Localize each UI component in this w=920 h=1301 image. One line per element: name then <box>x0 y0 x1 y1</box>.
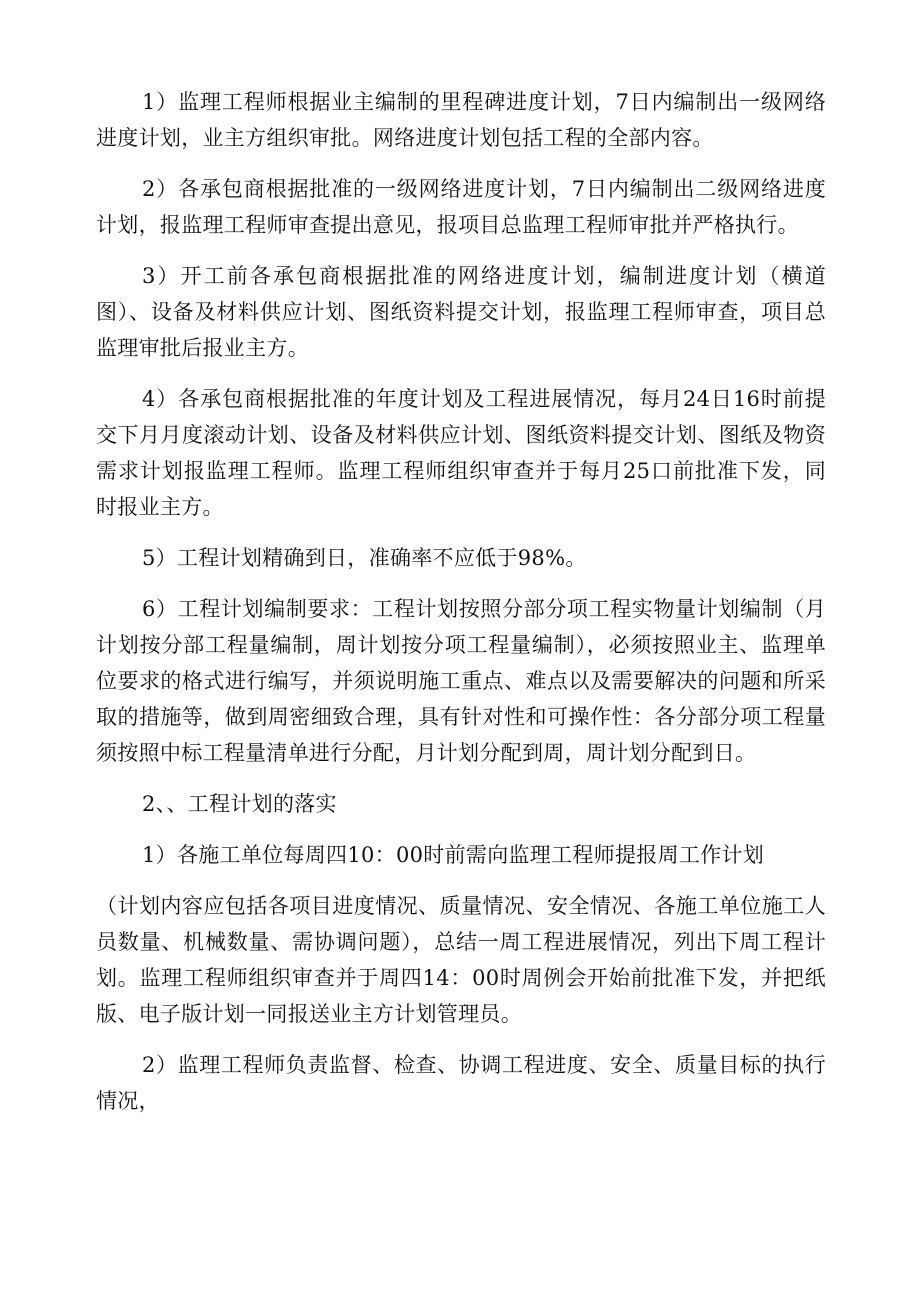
paragraph-4: 4）各承包商根据批准的年度计划及工程进展情况，每月24日16时前提交下月月度滚动计划、设备及材料供应计划、图纸资料提交计划、图纸及物资需求计划报监理工程师。监理工程师组织审查并于每月25口前批准下发，同时报业主方。 <box>96 387 826 519</box>
paragraph-8: （计划内容应包括各项目进度情况、质量情况、安全情况、各施工单位施工人员数量、机械数量、需协调问题），总结一周工程进展情况，列出下周工程计划。监理工程师组织审查并于周四14：00时周例会开始前批准下发，并把纸版、电子版计划一同报送业主方计划管理员。 <box>96 894 826 1026</box>
document-body <box>96 84 826 1134</box>
paragraph-1: 1）监理工程师根据业主编制的里程碑进度计划，7日内编制出一级网络进度计划，业主方组织审批。网络进度计划包括工程的全部内容。 <box>96 90 826 150</box>
section-heading: 2、、工程计划的落实 <box>142 792 337 816</box>
paragraph-3: 3）开工前各承包商根据批准的网络进度计划，编制进度计划（横道图）、设备及材料供应计划、图纸资料提交计划，报监理工程师审查，项目总监理审批后报业主方。 <box>96 264 826 360</box>
paragraph-5: 5）工程计划精确到日，准确率不应低于98%。 <box>142 546 587 570</box>
paragraph-2: 2）各承包商根据批准的一级网络进度计划，7日内编制出二级网络进度计划，报监理工程师审查提出意见，报项目总监理工程师审批并严格执行。 <box>96 177 826 237</box>
paragraph-6: 6）工程计划编制要求：工程计划按照分部分项工程实物量计划编制（月计划按分部工程量编制，周计划按分项工程量编制），必须按照业主、监理单位要求的格式进行编写，并须说明施工重点、难点以及需要解决的问题和所采取的措施等，做到周密细致合理，具有针对性和可操作性：各分部分项工程量须按照中标工程量清单进行分配，月计划分配到周，周计划分配到日。 <box>96 597 826 765</box>
paragraph-9: 2）监理工程师负责监督、检查、协调工程进度、安全、质量目标的执行情况， <box>96 1053 826 1113</box>
paragraph-7: 1）各施工单位每周四10：00时前需向监理工程师提报周工作计划 <box>142 843 765 867</box>
